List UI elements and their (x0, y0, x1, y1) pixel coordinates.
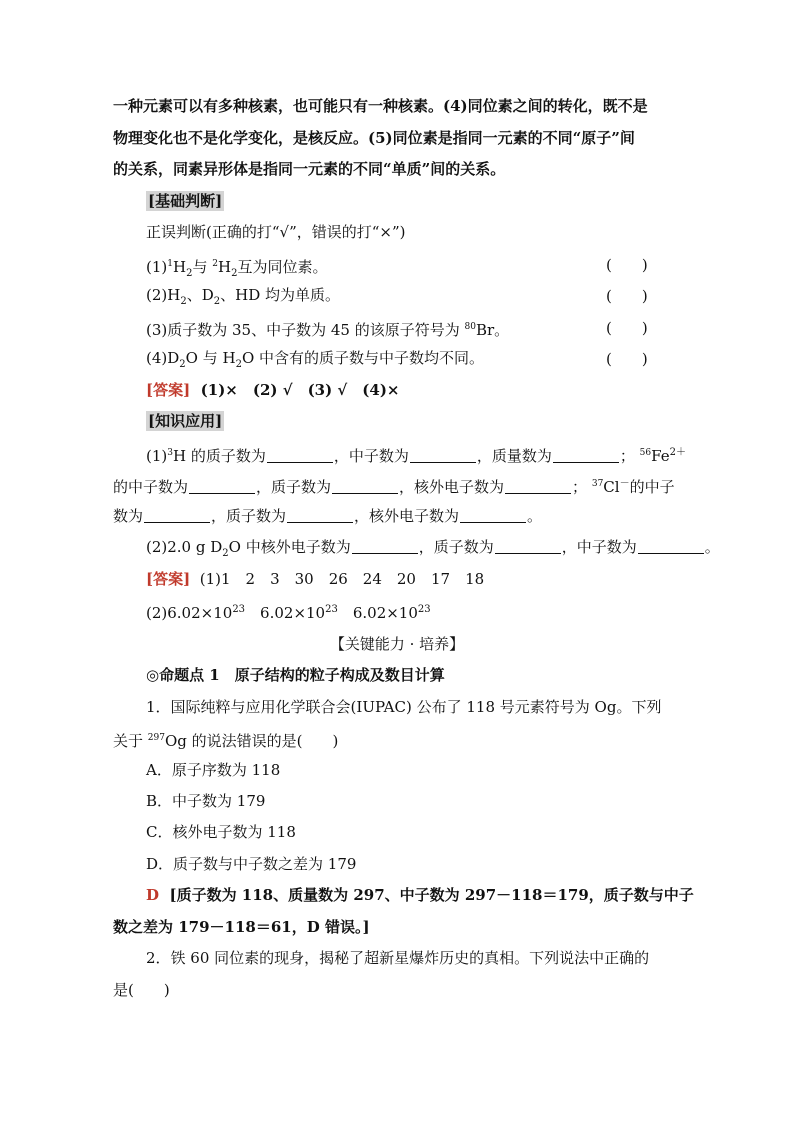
basic-answer: [答案] (1)× (2) √ (3) √ (4)× (146, 381, 400, 399)
question-2-line-2: 是( ) (113, 981, 170, 999)
question-2-line-1: 2．铁 60 同位素的现身，揭秘了超新星爆炸历史的真相。下列说法中正确的 (146, 949, 650, 967)
judgment-paren-2: ( ) (606, 287, 648, 305)
answer-blank[interactable] (638, 539, 704, 554)
answer-blank[interactable] (287, 508, 353, 523)
judgment-paren-1: ( ) (606, 256, 648, 274)
question-1-line-1: 1．国际纯粹与应用化学联合会(IUPAC) 公布了 118 号元素符号为 Og。下列 (146, 698, 662, 716)
answer-letter: D (146, 886, 160, 904)
apply-answer-2: $(2)6.02\times 10^{23}$ $6.02\times 10^{23}$ $6.02\times 10^{23}$ (146, 604, 431, 622)
option-b[interactable]: B．中子数为 179 (146, 792, 266, 810)
judgment-paren-4: ( ) (606, 350, 648, 368)
question-1-explanation-2: 数之差为 179－118＝61，D 错误。] (113, 918, 370, 936)
answer-blank[interactable] (553, 448, 619, 463)
option-c[interactable]: C．核外电子数为 118 (146, 823, 296, 841)
paragraph-line-1: 一种元素可以有多种核素，也可能只有一种核素。(4)同位素之间的转化，既不是 (113, 97, 648, 115)
answer-blank[interactable] (332, 479, 398, 494)
apply-q1-line-2: 的中子数为 ，质子数为 ，核外电子数为 ； $^{37}$Cl－的中子 (113, 478, 675, 496)
answer-blank[interactable] (410, 448, 476, 463)
judgment-item-3: (3)质子数为 35、中子数为 45 的该原子符号为 $^{80}$Br。 (146, 321, 510, 339)
apply-q1-line-3: 数为 ，质子数为 ，核外电子数为 。 (113, 507, 543, 525)
topic-heading: ◎命题点 1 原子结构的粒子构成及数目计算 (146, 666, 445, 684)
answer-blank[interactable] (144, 508, 210, 523)
answer-blank[interactable] (495, 539, 561, 554)
judgment-paren-3: ( ) (606, 319, 648, 337)
paragraph-line-3: 的关系，同素异形体是指同一元素的不同“单质”间的关系。 (113, 160, 506, 178)
knowledge-application-tag: [知识应用] (148, 412, 223, 430)
answer-blank[interactable] (505, 479, 571, 494)
question-1-line-2: 关于 $^{297}$Og 的说法错误的是( ) (113, 732, 339, 750)
answer-blank[interactable] (189, 479, 255, 494)
apply-q2: (2)2.0 g $D_2O$ 中核外电子数为 ，质子数为 ，中子数为 。 (146, 538, 720, 559)
question-1-explanation-1: D [质子数为 118、质量数为 297、中子数为 297－118＝179，质子数与中子 (146, 886, 694, 904)
answer-tag: [答案] (146, 381, 191, 399)
paragraph-line-2: 物理变化也不是化学变化，是核反应。(5)同位素是指同一元素的不同“原子”间 (113, 129, 635, 147)
option-d[interactable]: D．质子数与中子数之差为 179 (146, 855, 357, 873)
answer-blank[interactable] (460, 508, 526, 523)
judgment-item-2: $(2)H_2$、$D_2$、HD 均为单质。 (146, 286, 341, 307)
judgment-item-1: $(1)^1H_2$与 $^2H_2$互为同位素。 (146, 258, 328, 279)
judgment-instruction: 正误判断(正确的打“√”，错误的打“×”) (146, 223, 406, 241)
apply-q1-line-1: $(1)^3H$ 的质子数为 ，中子数为 ，质量数为 ； $^{56}Fe^{2+}$ (146, 447, 686, 465)
judgment-item-4: $(4)D_2O$ 与 $H_2O$ 中含有的质子数与中子数均不同。 (146, 349, 485, 370)
section-title: 【关键能力 · 培养】 (329, 635, 465, 653)
basic-judgment-tag: [基础判断] (148, 192, 223, 210)
answer-tag: [答案] (146, 570, 191, 588)
answer-blank[interactable] (352, 539, 418, 554)
answer-blank[interactable] (267, 448, 333, 463)
apply-answer-1: [答案] (1)1 2 3 30 26 24 20 17 18 (146, 570, 485, 588)
option-a[interactable]: A．原子序数为 118 (146, 761, 281, 779)
